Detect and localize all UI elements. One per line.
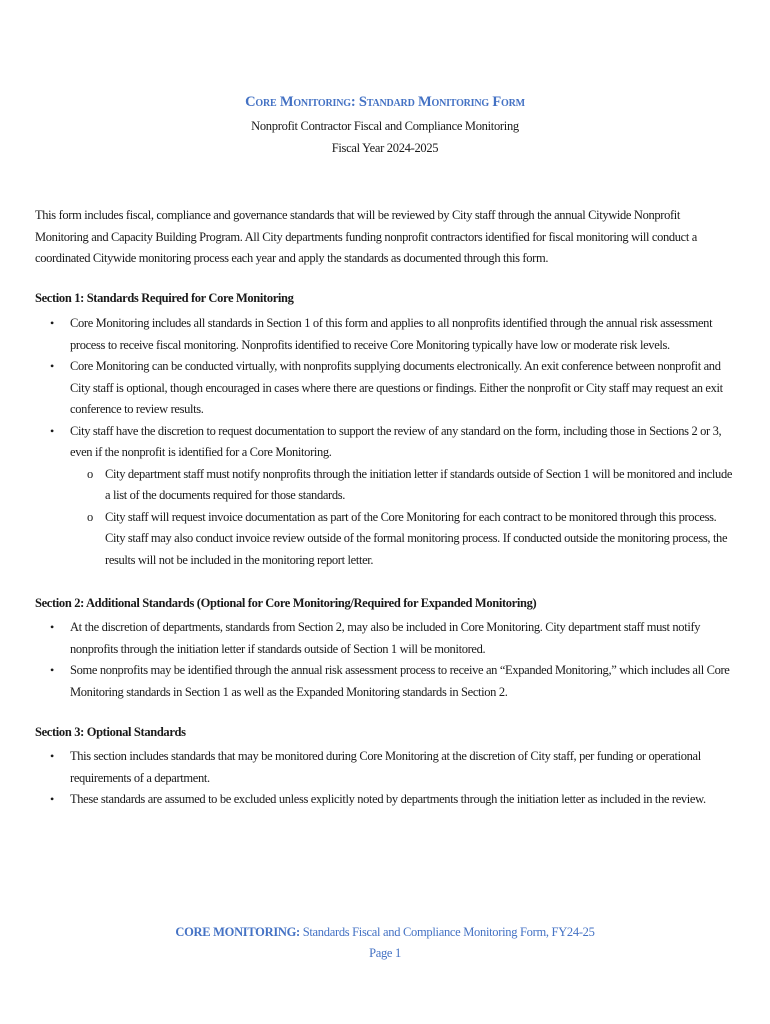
section-3-list — [35, 746, 735, 811]
footer-label: CORE MONITORING: — [175, 925, 300, 939]
page-footer — [0, 925, 770, 940]
bullet-icon: • — [50, 316, 54, 330]
sub-bullet-icon: o — [87, 466, 93, 481]
list-item-text: This section includes standards that may be monitored during Core Monitoring at the discretion of City staff, per funding or operational requirements of a department. — [70, 749, 701, 785]
list-item-text: Some nonprofits may be identified through the annual risk assessment process to receive an “Expanded Monitoring,” which includes all Core Monitoring standards in Section 1 as well as the Expanded Monitoring standards in Section 2. — [70, 663, 730, 699]
bullet-icon: • — [50, 359, 54, 373]
section-3-heading: Section 3: Optional Standards — [35, 725, 186, 739]
list-item-text: At the discretion of departments, standards from Section 2, may also be included in Core Monitoring. City department staff must notify nonprofits through the initiation letter if standards outside of Section 1 will be monitored. — [70, 620, 701, 656]
section-2-heading: Section 2: Additional Standards (Optional for Core Monitoring/Required for Expanded Monitoring) — [35, 596, 537, 610]
bullet-icon: • — [50, 620, 54, 634]
document-title: Core Monitoring: Standard Monitoring Form — [245, 94, 525, 110]
page-number: Page 1 — [369, 946, 401, 960]
list-item-text: Core Monitoring includes all standards in Section 1 of this form and applies to all nonprofits identified through the annual risk assessment process to receive fiscal monitoring. Nonprofits identified to receive Core Monitoring typically have low or moderate risk levels. — [70, 316, 713, 352]
list-item — [35, 660, 735, 703]
bullet-icon: • — [50, 749, 54, 763]
sub-list-item-text: City staff will request invoice documentation as part of the Core Monitoring for each contract to be monitored through this process. City staff may also conduct invoice review outside of the formal monitoring process. If conducted outside the monitoring process, the results will not be included in the monitoring report letter. — [105, 509, 728, 567]
list-item — [35, 746, 735, 789]
list-item — [35, 313, 735, 356]
list-item — [35, 617, 735, 660]
sub-list-item-text: City department staff must notify nonprofits through the initiation letter if standards outside of Section 1 will be monitored and include a list of the documents required for those standards. — [105, 466, 733, 502]
bullet-icon: • — [50, 792, 54, 806]
sub-bullet-icon: o — [87, 509, 93, 524]
fiscal-year: Fiscal Year 2024-2025 — [331, 141, 439, 155]
sub-list-item — [70, 464, 735, 507]
section-1-list — [35, 313, 735, 571]
list-item — [35, 789, 735, 811]
intro-paragraph: This form includes fiscal, compliance and governance standards that will be reviewed by City staff through the annual Citywide Nonprofit Monitoring and Capacity Building Program. All City departments funding nonprofit contractors identified for fiscal monitoring will conduct a coordinated Citywide monitoring process each year and apply the standards as documented through this form. — [35, 208, 697, 265]
footer-text: Standards Fiscal and Compliance Monitoring Form, FY24-25 — [299, 925, 595, 939]
bullet-icon: • — [50, 423, 54, 438]
section-2-list — [35, 617, 735, 703]
document-subtitle: Nonprofit Contractor Fiscal and Compliance Monitoring — [251, 119, 519, 133]
list-item-text: These standards are assumed to be excluded unless explicitly noted by departments through the initiation letter as included in the review. — [70, 792, 706, 806]
sub-list-item — [70, 507, 735, 572]
list-item-text: Core Monitoring can be conducted virtually, with nonprofits supplying documents electronically. An exit conference between nonprofit and City staff is optional, though encouraged in cases where there are questions or findings. Either the nonprofit or City staff may request an exit conference to review results. — [70, 359, 723, 416]
bullet-icon: • — [50, 663, 54, 677]
list-item-text: City staff have the discretion to request documentation to support the review of any standard on the form, including those in Sections 2 or 3, even if the nonprofit is identified for a Core Monitoring. — [70, 423, 722, 459]
section-1-heading: Section 1: Standards Required for Core Monitoring — [35, 291, 294, 305]
list-item — [35, 421, 735, 572]
section-1-sub-list — [70, 464, 735, 572]
list-item — [35, 356, 735, 421]
